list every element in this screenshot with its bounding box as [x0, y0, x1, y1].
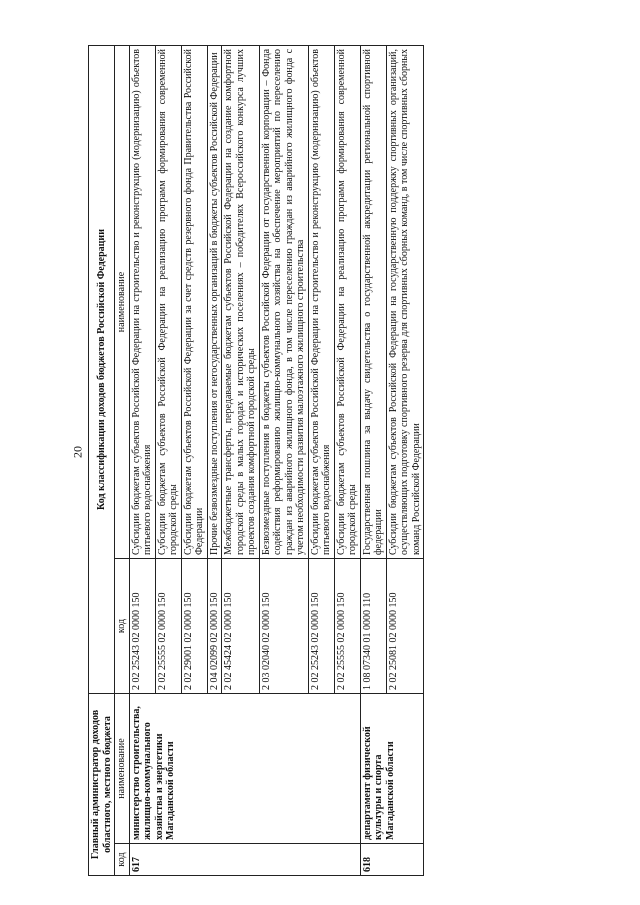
class-code-cell: 2 02 25243 02 0000 150	[129, 559, 155, 694]
class-code-cell: 2 04 02099 02 0000 150	[207, 559, 222, 694]
revenue-classification-table	[88, 45, 424, 876]
header-row-columns	[115, 45, 130, 875]
class-code-cell: 2 02 25243 02 0000 150	[308, 559, 334, 694]
class-name-cell: Безвозмездные поступления в бюджеты субъектов Российской Федерации от государственной корпорации – Фонда содействия реформированию жилищно-коммунального хозяйства на обеспечение мероприятий по переселению граждан из аварийного жилищного фонда, в том числе переселению граждан из аварийного жилищного фонда с учетом необходимости развития малоэтажного жилищного строительства	[259, 45, 308, 558]
class-name-cell: Субсидии бюджетам субъектов Российской Федерации за счет средств резервного фонда Правительства Российской Федерации	[181, 45, 207, 558]
class-name-cell: Субсидии бюджетам субъектов Российской Федерации на реализацию программ формирования современной городской среды	[334, 45, 360, 558]
class-code-cell: 2 02 25555 02 0000 150	[334, 559, 360, 694]
header-admin-group: Главный администратор доходов областного, местного бюджета	[89, 694, 115, 876]
admin-code-cell: 618	[360, 844, 424, 876]
header-code-group: Код классификации доходов бюджетов Российской Федерации	[89, 45, 115, 693]
class-name-cell: Субсидии бюджетам субъектов Российской Федерации на реализацию программ формирования современной городской среды	[155, 45, 181, 558]
page-number: 20	[70, 446, 85, 458]
header-col-admin-name: наименование	[115, 694, 130, 844]
admin-code-cell: 617	[129, 844, 360, 876]
admin-name-cell: департамент физической культуры и спорта Магаданской области	[360, 694, 424, 844]
class-code-cell: 2 02 29001 02 0000 150	[181, 559, 207, 694]
header-col-class-name: наименование	[115, 45, 130, 558]
header-row-groups	[89, 45, 115, 875]
header-col-admin-code: код	[115, 844, 130, 876]
admin-name-cell: министерство строительства, жилищно-коммунального хозяйства и энергетики Магаданской области	[129, 694, 360, 844]
table-row	[360, 45, 386, 875]
class-code-cell: 2 02 25081 02 0000 150	[386, 559, 424, 694]
class-code-cell: 2 03 02040 02 0000 150	[259, 559, 308, 694]
class-name-cell: Прочие безвозмездные поступления от негосударственных организаций в бюджеты субъектов Российской Федерации	[207, 45, 222, 558]
table-row	[129, 45, 155, 875]
rotated-table-container	[88, 46, 524, 876]
class-name-cell: Субсидии бюджетам субъектов Российской Федерации на государственную поддержку спортивных организаций, осуществляющих подготовку спортивного резерва для спортивных сборных команд, в том числе спортивных сборных команд Российской Федерации	[386, 45, 424, 558]
class-code-cell: 2 02 25555 02 0000 150	[155, 559, 181, 694]
class-name-cell: Субсидии бюджетам субъектов Российской Федерации на строительство и реконструкцию (модернизацию) объектов питьевого водоснабжения	[129, 45, 155, 558]
class-name-cell: Государственная пошлина за выдачу свидетельства о государственной аккредитации региональной спортивной федерации	[360, 45, 386, 558]
class-code-cell: 2 02 45424 02 0000 150	[222, 559, 260, 694]
class-name-cell: Субсидии бюджетам субъектов Российской Федерации на строительство и реконструкцию (модернизацию) объектов питьевого водоснабжения	[308, 45, 334, 558]
header-col-class-code: код	[115, 559, 130, 694]
class-name-cell: Межбюджетные трансферты, передаваемые бюджетам субъектов Российской Федерации на создание комфортной городской среды в малых городах и исторических поселениях – победителях Всероссийского конкурса лучших проектов создания комфортной городской среды	[222, 45, 260, 558]
class-code-cell: 1 08 07340 01 0000 110	[360, 559, 386, 694]
